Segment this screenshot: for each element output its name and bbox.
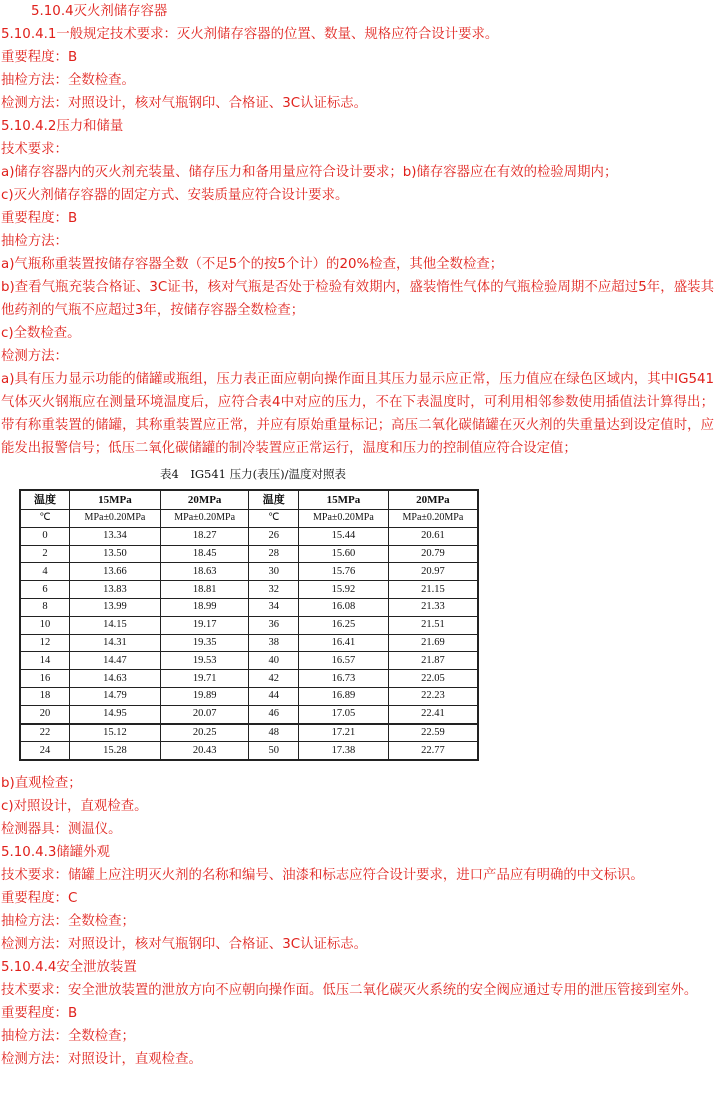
- table-cell: 21.33: [388, 598, 478, 616]
- table-row: [20, 687, 478, 705]
- text-line: 技术要求：: [1, 142, 68, 157]
- table-cell: 16.08: [299, 598, 389, 616]
- table-row: [20, 545, 478, 563]
- table-row: [20, 652, 478, 670]
- table-cell: 18.99: [160, 598, 249, 616]
- table-cell: 21.87: [388, 652, 478, 670]
- table-cell: 22.59: [388, 724, 478, 742]
- table-cell: 48: [249, 724, 299, 742]
- unit-cell: ℃: [249, 510, 299, 528]
- unit-cell: ℃: [20, 510, 70, 528]
- table-cell: 30: [249, 563, 299, 581]
- table-cell: 18.63: [160, 563, 249, 581]
- table-caption: 表4 IG541 压力(表压)/温度对照表: [160, 467, 346, 481]
- table-cell: 17.21: [299, 724, 389, 742]
- table-row: [20, 724, 478, 742]
- table-cell: 21.51: [388, 616, 478, 634]
- table-cell: 20.25: [160, 724, 249, 742]
- table-cell: 38: [249, 634, 299, 652]
- text-line: a)储存容器内的灭火剂充装量、储存压力和备用量应符合设计要求；b)储存容器应在有效的检验周期内；: [1, 165, 618, 180]
- section-bottom: [0, 772, 716, 979]
- table-cell: 20.97: [388, 563, 478, 581]
- header-15mpa: 15MPa: [299, 490, 389, 510]
- table-cell: 14.79: [70, 687, 161, 705]
- table-cell: 6: [20, 581, 70, 599]
- text-line: c)对照设计，直观检查。: [1, 799, 148, 815]
- text-line: 重要程度：B: [1, 1006, 78, 1022]
- table-cell: 16: [20, 670, 70, 688]
- text-line: 检测方法：对照设计，直观检查。: [1, 1052, 202, 1068]
- header-15mpa: 15MPa: [70, 490, 161, 510]
- table-cell: 19.53: [160, 652, 249, 670]
- table-cell: 44: [249, 687, 299, 705]
- table-cell: 22.23: [388, 687, 478, 705]
- header-20mpa: 20MPa: [388, 490, 478, 510]
- header-temperature: 温度: [249, 490, 299, 510]
- table-row: [20, 634, 478, 652]
- unit-cell: MPa±0.20MPa: [388, 510, 478, 528]
- table-cell: 28: [249, 545, 299, 563]
- table-row: [20, 527, 478, 545]
- table-cell: 22: [20, 724, 70, 742]
- table-cell: 22.77: [388, 742, 478, 760]
- table-cell: 15.12: [70, 724, 161, 742]
- table-cell: 32: [249, 581, 299, 599]
- table-unit-row: [20, 510, 478, 528]
- unit-cell: MPa±0.20MPa: [70, 510, 161, 528]
- table-cell: 13.50: [70, 545, 161, 563]
- table-cell: 34: [249, 598, 299, 616]
- text-line: 检测器具：测温仪。: [1, 822, 122, 838]
- table-cell: 22.05: [388, 670, 478, 688]
- table-cell: 10: [20, 616, 70, 634]
- table-cell: 14.47: [70, 652, 161, 670]
- table-cell: 20: [20, 705, 70, 723]
- table-cell: 14.31: [70, 634, 161, 652]
- text-line: 抽检方法：: [1, 234, 68, 249]
- table-cell: 50: [249, 742, 299, 760]
- table-cell: 13.83: [70, 581, 161, 599]
- table-cell: 15.76: [299, 563, 389, 581]
- table-cell: 20.43: [160, 742, 249, 760]
- table-row: [20, 616, 478, 634]
- table-cell: 36: [249, 616, 299, 634]
- text-line: b)直观检查；: [1, 776, 82, 792]
- table-cell: 14: [20, 652, 70, 670]
- table-cell: 18: [20, 687, 70, 705]
- table-cell: 20.79: [388, 545, 478, 563]
- table-header-row: [20, 490, 478, 510]
- table-cell: 42: [249, 670, 299, 688]
- header-temperature: 温度: [20, 490, 70, 510]
- table-cell: 15.28: [70, 742, 161, 760]
- text-line: 重要程度：B: [1, 211, 78, 226]
- section-top: [0, 0, 716, 276]
- table-cell: 16.89: [299, 687, 389, 705]
- paragraph-safety-release: 技术要求：安全泄放装置的泄放方向不应朝向操作面。低压二氧化碳灭火系统的安全阀应通过专用的泄压管接到室外。: [1, 983, 698, 999]
- text-line: 重要程度：C: [1, 891, 78, 907]
- table-cell: 19.17: [160, 616, 249, 634]
- paragraph-certificate-check: b)查看气瓶充装合格证、3C证书，核对气瓶是否处于检验有效期内，盛装惰性气体的气瓶检验周期不应超过5年，盛装其他药剂的气瓶不应超过3年，按储存容器全数检查；: [1, 280, 714, 318]
- text-line: 检测方法：对照设计，核对气瓶钢印、合格证、3C认证标志。: [1, 96, 368, 111]
- table-cell: 13.34: [70, 527, 161, 545]
- table-cell: 19.71: [160, 670, 249, 688]
- table-row: [20, 563, 478, 581]
- text-line: 5.10.4.1一般规定技术要求：灭火剂储存容器的位置、数量、规格应符合设计要求。: [1, 27, 499, 42]
- table-row: [20, 598, 478, 616]
- text-line: 检测方法：: [1, 349, 68, 364]
- text-line: 抽检方法：全数检查；: [1, 1029, 135, 1045]
- table-cell: 20.61: [388, 527, 478, 545]
- text-line: 抽检方法：全数检查；: [1, 914, 135, 930]
- table-cell: 15.92: [299, 581, 389, 599]
- table-cell: 13.66: [70, 563, 161, 581]
- table-cell: 2: [20, 545, 70, 563]
- text-line: 5.10.4灭火剂储存容器: [31, 4, 168, 19]
- text-line: a)气瓶称重装置按储存容器全数（不足5个的按5个计）的20%检查，其他全数检查；: [1, 257, 504, 272]
- table-cell: 15.60: [299, 545, 389, 563]
- table-cell: 8: [20, 598, 70, 616]
- table-cell: 17.05: [299, 705, 389, 723]
- table-cell: 21.69: [388, 634, 478, 652]
- table-cell: 26: [249, 527, 299, 545]
- table-cell: 40: [249, 652, 299, 670]
- table-cell: 19.35: [160, 634, 249, 652]
- table-cell: 14.95: [70, 705, 161, 723]
- unit-cell: MPa±0.20MPa: [299, 510, 389, 528]
- table-row: [20, 670, 478, 688]
- table-cell: 14.15: [70, 616, 161, 634]
- header-20mpa: 20MPa: [160, 490, 249, 510]
- table-row: [20, 581, 478, 599]
- table-cell: 16.25: [299, 616, 389, 634]
- table-cell: 12: [20, 634, 70, 652]
- table-cell: 4: [20, 563, 70, 581]
- table-cell: 21.15: [388, 581, 478, 599]
- table-cell: 18.81: [160, 581, 249, 599]
- table-cell: 22.41: [388, 705, 478, 723]
- table-cell: 46: [249, 705, 299, 723]
- table-cell: 20.07: [160, 705, 249, 723]
- table-body: [20, 527, 478, 760]
- table-cell: 16.73: [299, 670, 389, 688]
- table-cell: 13.99: [70, 598, 161, 616]
- unit-cell: MPa±0.20MPa: [160, 510, 249, 528]
- table-cell: 18.45: [160, 545, 249, 563]
- text-line: 5.10.4.3储罐外观: [1, 845, 110, 861]
- table-cell: 18.27: [160, 527, 249, 545]
- table-cell: 16.57: [299, 652, 389, 670]
- table-row: [20, 705, 478, 723]
- text-line: 重要程度：B: [1, 50, 78, 65]
- table-cell: 24: [20, 742, 70, 760]
- paragraph-pressure-display: a)具有压力显示功能的储罐或瓶组，压力表正面应朝向操作面且其压力显示应正常，压力值应在绿色区域内，其中IG541气体灭火钢瓶应在测量环境温度后，应符合表4中对应的压力，不在下表温度时，可利用相邻参数使用插值法计算得出；带有称重装置的储罐，其称重装置应正常，并应有原始重量标记；高压二氧化碳储罐在灭火剂的失重量达到设定值时，应能发出报警信号；低压二氧化碳储罐的制冷装置应正常运行，温度和压力的控制值应符合设定值；: [1, 372, 714, 456]
- text-line: 5.10.4.2压力和储量: [1, 119, 124, 134]
- table-cell: 17.38: [299, 742, 389, 760]
- section-end: [0, 1002, 716, 1071]
- text-line: c)灭火剂储存容器的固定方式、安装质量应符合设计要求。: [1, 188, 349, 203]
- table-cell: 19.89: [160, 687, 249, 705]
- table-row: [20, 742, 478, 760]
- text-line: 抽检方法：全数检查。: [1, 73, 135, 88]
- text-line: 技术要求：储罐上应注明灭火剂的名称和编号、油漆和标志应符合设计要求，进口产品应有明确的中文标识。: [1, 868, 644, 884]
- text-line: 检测方法：对照设计，核对气瓶钢印、合格证、3C认证标志。: [1, 937, 368, 953]
- table-cell: 14.63: [70, 670, 161, 688]
- text-line: c)全数检查。: [1, 326, 81, 341]
- text-line: 5.10.4.4安全泄放装置: [1, 960, 137, 976]
- pressure-temperature-table: [19, 489, 479, 761]
- table-cell: 0: [20, 527, 70, 545]
- table-cell: 15.44: [299, 527, 389, 545]
- table-cell: 16.41: [299, 634, 389, 652]
